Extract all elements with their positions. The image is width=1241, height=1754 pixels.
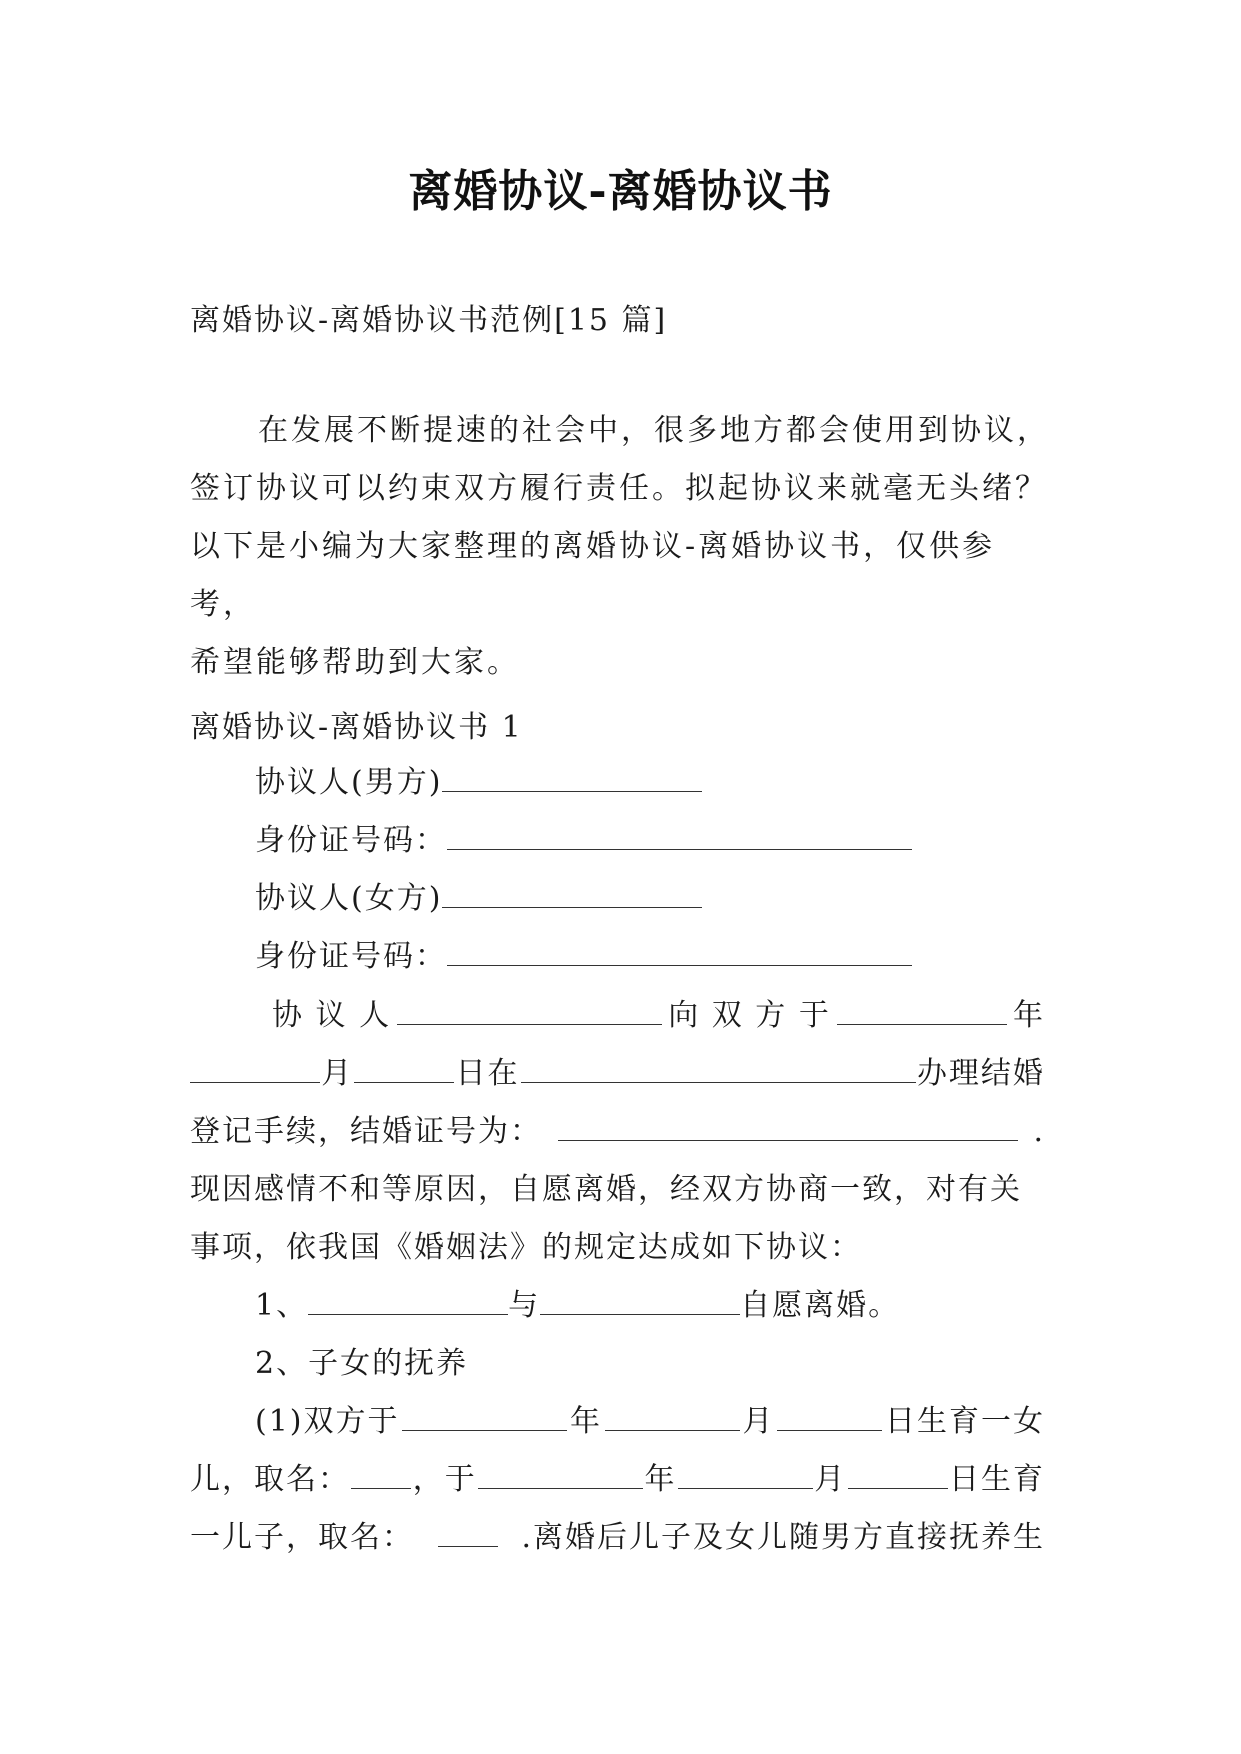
blank-line	[442, 881, 702, 908]
blank-line	[478, 1462, 643, 1489]
blank-line	[837, 998, 1007, 1025]
item-1-line	[255, 1280, 900, 1324]
blank-line	[397, 998, 662, 1025]
paragraph-line: 现因感情不和等原因，自愿离婚，经双方协商一致，对有关	[190, 1172, 1022, 1207]
blank-line	[190, 1056, 320, 1083]
female-id-field	[255, 931, 912, 975]
blank-line	[521, 1056, 916, 1083]
child-line-2	[190, 1454, 1045, 1498]
text-span: 日生育	[949, 1462, 1045, 1497]
text-span: 协 议 人	[272, 998, 392, 1033]
blank-line	[351, 1462, 411, 1489]
blank-line	[558, 1114, 1018, 1141]
item-2-heading: 2、子女的抚养	[255, 1346, 469, 1381]
text-span: (1)双方于	[255, 1404, 400, 1439]
intro-line: 希望能够帮助到大家。	[190, 645, 520, 680]
text-span: 自愿离婚。	[740, 1288, 901, 1323]
document-subtitle: 离婚协议-离婚协议书范例[15 篇]	[190, 303, 668, 338]
text-span: 一儿子，取名：	[190, 1520, 414, 1555]
text-span: 月	[742, 1404, 775, 1439]
blank-line	[540, 1288, 740, 1315]
text-span: 1、	[255, 1288, 309, 1323]
intro-line: 以下是小编为大家整理的离婚协议-离婚协议书，仅供参考，	[190, 529, 996, 622]
document-title: 离婚协议-离婚协议书	[408, 166, 833, 217]
female-party-field	[255, 873, 702, 917]
text-span: ，于	[412, 1462, 477, 1497]
text-span: .	[1033, 1114, 1045, 1149]
text-span: 月	[814, 1462, 847, 1497]
intro-line: 在发展不断提速的社会中，很多地方都会使用到协议，	[258, 413, 1050, 448]
text-span: 向 双 方 于	[668, 998, 831, 1033]
text-span: 儿，取名：	[190, 1462, 350, 1497]
text-span: 年	[570, 1404, 602, 1439]
text-span: 日在	[455, 1056, 520, 1091]
section-heading: 离婚协议-离婚协议书 1	[190, 710, 523, 745]
text-span: 办理结婚	[916, 1056, 1045, 1091]
marriage-registration-line-2	[190, 1048, 1045, 1092]
blank-line	[447, 939, 912, 966]
text-span: 日生育一女	[885, 1404, 1045, 1439]
paragraph-line: 事项，依我国《婚姻法》的规定达成如下协议：	[190, 1230, 862, 1265]
blank-line	[308, 1288, 508, 1315]
field-label: 身份证号码：	[255, 939, 447, 974]
male-party-field	[255, 757, 702, 801]
text-span: .离婚后儿子及女儿随男方直接抚养生	[521, 1520, 1045, 1555]
blank-line	[777, 1404, 882, 1431]
blank-line	[354, 1056, 454, 1083]
marriage-registration-line-3	[190, 1106, 1045, 1150]
blank-line	[848, 1462, 948, 1489]
text-span: 年	[1013, 998, 1045, 1033]
field-label: 协议人(男方)	[255, 765, 443, 800]
intro-paragraph	[190, 402, 1055, 692]
text-span: 月	[321, 1056, 354, 1091]
blank-line	[447, 823, 912, 850]
child-line-1	[255, 1396, 1045, 1440]
blank-line	[605, 1404, 740, 1431]
blank-line	[678, 1462, 813, 1489]
field-label: 协议人(女方)	[255, 881, 443, 916]
marriage-registration-line-1	[272, 990, 1045, 1034]
blank-line	[442, 765, 702, 792]
child-line-3	[190, 1512, 1045, 1556]
blank-line	[402, 1404, 567, 1431]
intro-line: 签订协议可以约束双方履行责任。拟起协议来就毫无头绪？	[190, 471, 1048, 506]
text-span: 与	[508, 1288, 541, 1323]
male-id-field	[255, 815, 912, 859]
field-label: 身份证号码：	[255, 823, 447, 858]
text-span: 年	[644, 1462, 677, 1497]
text-span: 登记手续，结婚证号为：	[190, 1114, 542, 1149]
blank-line	[438, 1520, 498, 1547]
